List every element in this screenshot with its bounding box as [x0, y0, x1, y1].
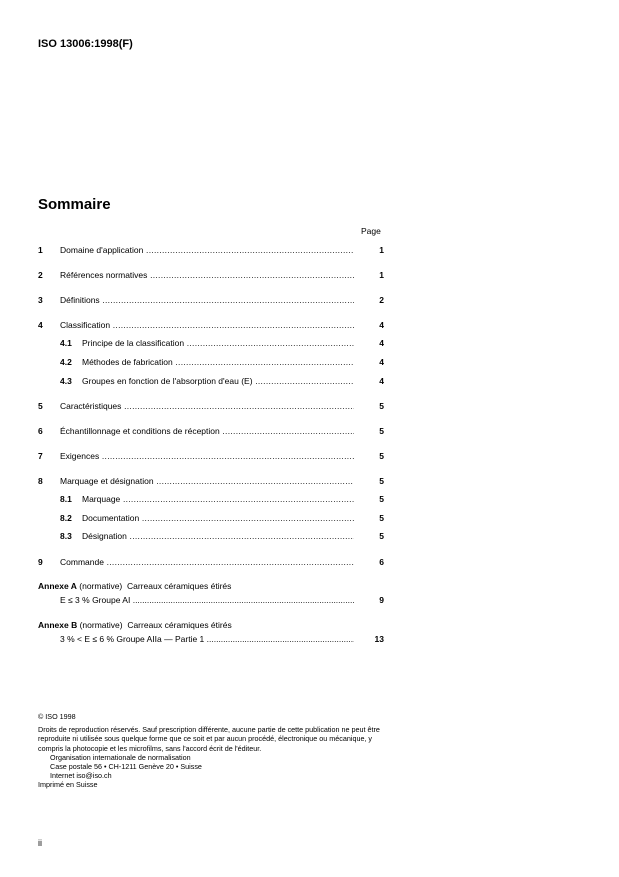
toc-number: 6 [38, 426, 43, 436]
toc-annex-b[interactable] [38, 619, 384, 645]
page-number: ii [38, 838, 42, 848]
toc-text: Méthodes de fabrication ..... [82, 356, 354, 368]
internet: Internet iso@iso.ch [50, 771, 112, 781]
annex-type: (normative) [79, 620, 123, 630]
annex-subtitle: E ≤ 3 % Groupe AI ..... [60, 594, 354, 606]
toc-number: 5 [38, 401, 43, 411]
toc-subentry[interactable] [38, 530, 384, 542]
toc-page: 5 [379, 513, 384, 523]
toc-page: 5 [379, 451, 384, 461]
toc-page: 5 [379, 476, 384, 486]
copyright-notice [38, 712, 388, 790]
address: Case postale 56 • CH-1211 Genève 20 • Suisse [50, 762, 202, 772]
toc-entry[interactable] [38, 475, 384, 487]
toc-text: Marquage et désignation ..... [60, 475, 354, 487]
toc-number: 1 [38, 245, 43, 255]
toc-page: 4 [379, 376, 384, 386]
annex-title: Carreaux céramiques étirés [127, 620, 232, 630]
toc-subentry[interactable] [38, 493, 384, 505]
toc-page: 5 [379, 494, 384, 504]
toc-subentry[interactable] [38, 375, 384, 387]
page-column-label: Page [361, 226, 381, 236]
toc-annex-a[interactable] [38, 580, 384, 606]
printed-in: Imprimé en Suisse [38, 780, 98, 790]
toc-page: 4 [379, 320, 384, 330]
toc-page: 2 [379, 295, 384, 305]
toc-text: Références normatives ..... [60, 269, 354, 281]
toc-text: Caractéristiques ..... [60, 400, 354, 412]
toc-text: Classification ..... [60, 319, 354, 331]
organization: Organisation internationale de normalisation [50, 752, 191, 762]
toc-entry[interactable] [38, 244, 384, 256]
toc-subentry[interactable] [38, 512, 384, 524]
annex-heading [38, 580, 231, 592]
annex-type: (normative) [79, 581, 123, 591]
toc-page: 4 [379, 357, 384, 367]
toc-text: Définitions ..... [60, 294, 354, 306]
toc-title: Sommaire [38, 196, 111, 213]
toc-text: Exigences ..... [60, 450, 354, 462]
toc-number: 4 [38, 320, 43, 330]
toc-number: 2 [38, 270, 43, 280]
toc-text: Documentation ..... [82, 512, 354, 524]
annex-heading [38, 619, 232, 631]
toc-page: 5 [379, 401, 384, 411]
toc-text: Principe de la classification ..... [82, 337, 354, 349]
toc-number: 8.3 [60, 531, 72, 541]
toc-entry[interactable] [38, 425, 384, 437]
copyright-line: © ISO 1998 [38, 712, 76, 721]
toc-text: Marquage ..... [82, 493, 354, 505]
toc-text: Échantillonnage et conditions de réception ..... [60, 425, 354, 437]
toc-entry[interactable] [38, 400, 384, 412]
toc-text: Désignation ..... [82, 530, 354, 542]
toc-page: 9 [379, 595, 384, 605]
toc-number: 3 [38, 295, 43, 305]
toc-page: 6 [379, 557, 384, 567]
toc-subentry[interactable] [38, 337, 384, 349]
toc-number: 8 [38, 476, 43, 486]
toc-number: 4.2 [60, 357, 72, 367]
toc-page: 1 [379, 245, 384, 255]
toc-number: 4.1 [60, 338, 72, 348]
toc-page: 1 [379, 270, 384, 280]
toc-entry[interactable] [38, 294, 384, 306]
toc-entry[interactable] [38, 319, 384, 331]
toc-page: 5 [379, 531, 384, 541]
toc-entry[interactable] [38, 450, 384, 462]
toc-entry[interactable] [38, 556, 384, 568]
toc-number: 9 [38, 557, 43, 567]
toc-entry[interactable] [38, 269, 384, 281]
toc-number: 8.1 [60, 494, 72, 504]
annex-label: Annexe B [38, 620, 78, 630]
toc-subentry[interactable] [38, 356, 384, 368]
rights-text: Droits de reproduction réservés. Sauf prescription différente, aucune partie de cette publication ne peut être reproduite ni utilisée sous quelque forme que ce soit et par aucun procédé, électronique ou mécanique, y compris la photocopie et les microfilms, sans l'accord écrit de l'éditeur. [38, 725, 380, 753]
toc-number: 4.3 [60, 376, 72, 386]
toc-text: Domaine d'application ..... [60, 244, 354, 256]
toc-page: 4 [379, 338, 384, 348]
annex-subtitle: 3 % < E ≤ 6 % Groupe AIIa — Partie 1 ..... [60, 633, 354, 645]
toc-page: 5 [379, 426, 384, 436]
toc-text: Groupes en fonction de l'absorption d'eau (E) ..... [82, 375, 354, 387]
annex-title: Carreaux céramiques étirés [126, 581, 232, 591]
toc-page: 13 [374, 634, 384, 644]
toc-text: Commande ..... [60, 556, 354, 568]
annex-label: Annexe A [38, 581, 77, 591]
toc-number: 8.2 [60, 513, 72, 523]
toc-number: 7 [38, 451, 43, 461]
document-id: ISO 13006:1998(F) [38, 38, 133, 50]
